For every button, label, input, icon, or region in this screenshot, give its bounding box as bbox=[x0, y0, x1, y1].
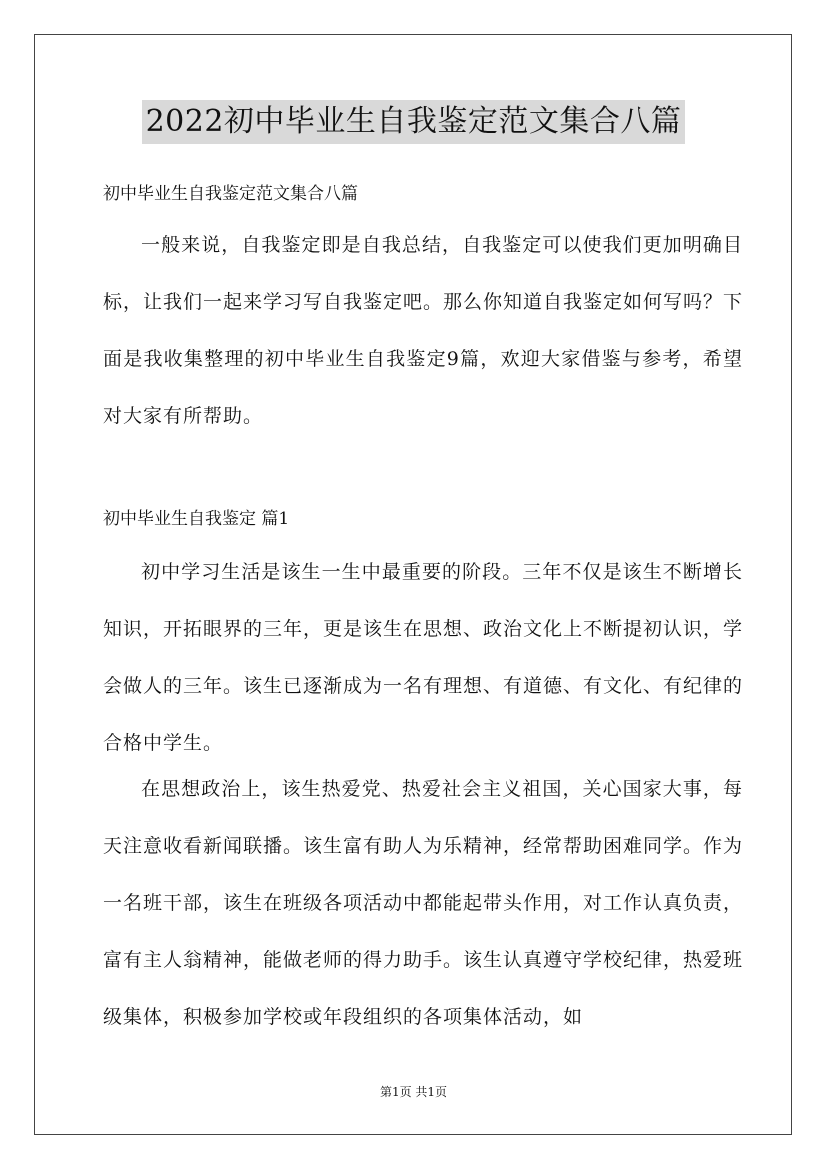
document-subtitle: 初中毕业生自我鉴定范文集合八篇 bbox=[103, 184, 358, 204]
section-paragraph-1: 初中学习生活是该生一生中最重要的阶段。三年不仅是该生不断增长知识，开拓眼界的三年，更是该生在思想、政治文化上不断提初认识，学会做人的三年。该生已逐渐成为一名有理想、有道德、有文化、有纪律的合格中学生。 bbox=[103, 561, 744, 754]
section-heading: 初中毕业生自我鉴定 篇1 bbox=[103, 509, 290, 529]
intro-paragraph: 一般来说，自我鉴定即是自我总结，自我鉴定可以使我们更加明确目标，让我们一起来学习写自我鉴定吧。那么你知道自我鉴定如何写吗？下面是我收集整理的初中毕业生自我鉴定9篇，欢迎大家借鉴与参考，希望对大家有所帮助。 bbox=[103, 234, 744, 427]
document-title-text: 2022初中毕业生自我鉴定范文集合八篇 bbox=[142, 100, 686, 144]
page-number: 第1页 共1页 bbox=[379, 1085, 448, 1099]
section-paragraph-2: 在思想政治上，该生热爱党、热爱社会主义祖国，关心国家大事，每天注意收看新闻联播。该生富有助人为乐精神，经常帮助困难同学。作为一名班干部，该生在班级各项活动中都能起带头作用，对工作认真负责，富有主人翁精神，能做老师的得力助手。该生认真遵守学校纪律，热爱班级集体，积极参加学校或年段组织的各项集体活动，如 bbox=[103, 778, 744, 1028]
document-title bbox=[0, 100, 827, 144]
